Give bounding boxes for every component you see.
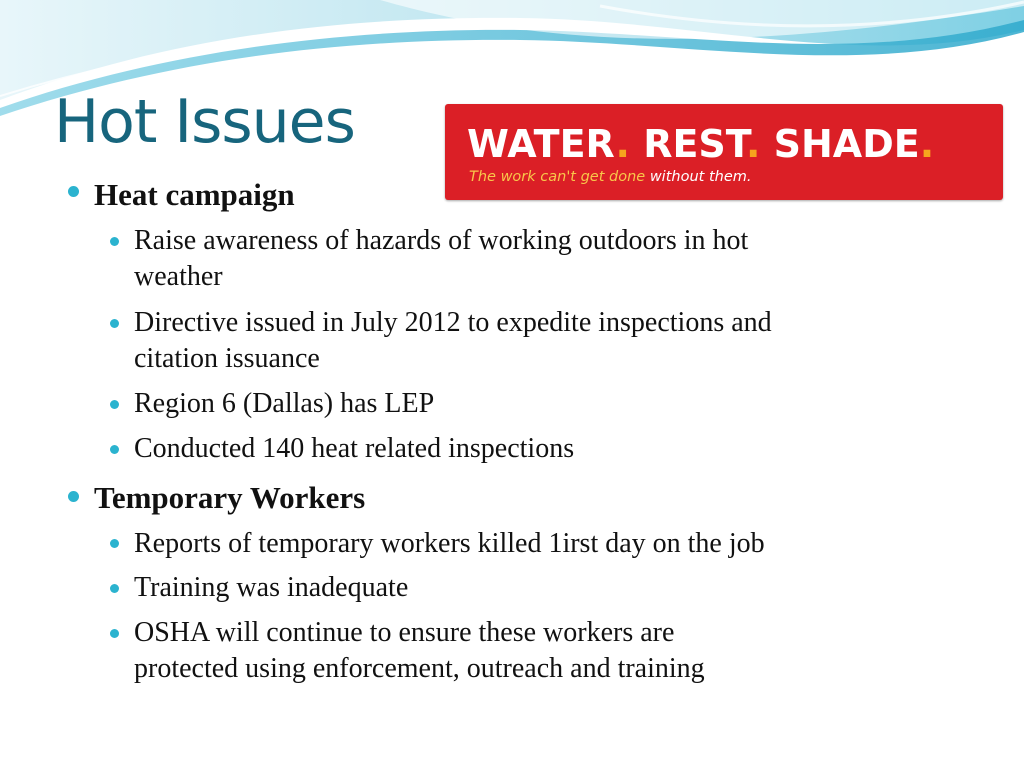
section-heading-heat-campaign: Heat campaign — [94, 177, 295, 212]
banner-word-shade: SHADE — [773, 122, 920, 166]
bullet-icon — [110, 629, 119, 638]
list-item-continuation: protected using enforcement, outreach and training — [134, 653, 705, 684]
bullet-icon — [68, 491, 79, 502]
bullet-icon — [110, 445, 119, 454]
list-item: Region 6 (Dallas) has LEP — [134, 388, 435, 419]
banner-tagline-part1: The work can't get done — [469, 169, 650, 185]
banner-dot: . — [745, 122, 761, 166]
bullet-icon — [110, 539, 119, 548]
banner-word-water: WATER — [467, 122, 616, 166]
banner-dot: . — [919, 122, 935, 166]
banner-tagline-part2: without them. — [649, 169, 752, 185]
banner-dot: . — [615, 122, 630, 166]
bullet-icon — [110, 584, 119, 593]
bullet-icon — [110, 237, 119, 246]
bullet-icon — [68, 186, 79, 197]
bullet-icon — [110, 400, 119, 409]
list-item: Reports of temporary workers killed 1irst day on the job — [134, 528, 765, 559]
list-item-continuation: weather — [134, 261, 223, 292]
list-item: Training was inadequate — [134, 572, 409, 603]
list-item: Raise awareness of hazards of working outdoors in hot — [134, 225, 749, 256]
list-item: OSHA will continue to ensure these workers are — [134, 617, 675, 648]
list-item: Conducted 140 heat related inspections — [134, 433, 575, 464]
list-item: Directive issued in July 2012 to expedite inspections and — [134, 307, 772, 338]
list-item-continuation: citation issuance — [134, 343, 320, 374]
bullet-icon — [110, 319, 119, 328]
slide-title: Hot Issues — [54, 87, 355, 157]
section-heading-temporary-workers: Temporary Workers — [94, 480, 366, 515]
banner-word-rest: REST — [643, 122, 746, 166]
